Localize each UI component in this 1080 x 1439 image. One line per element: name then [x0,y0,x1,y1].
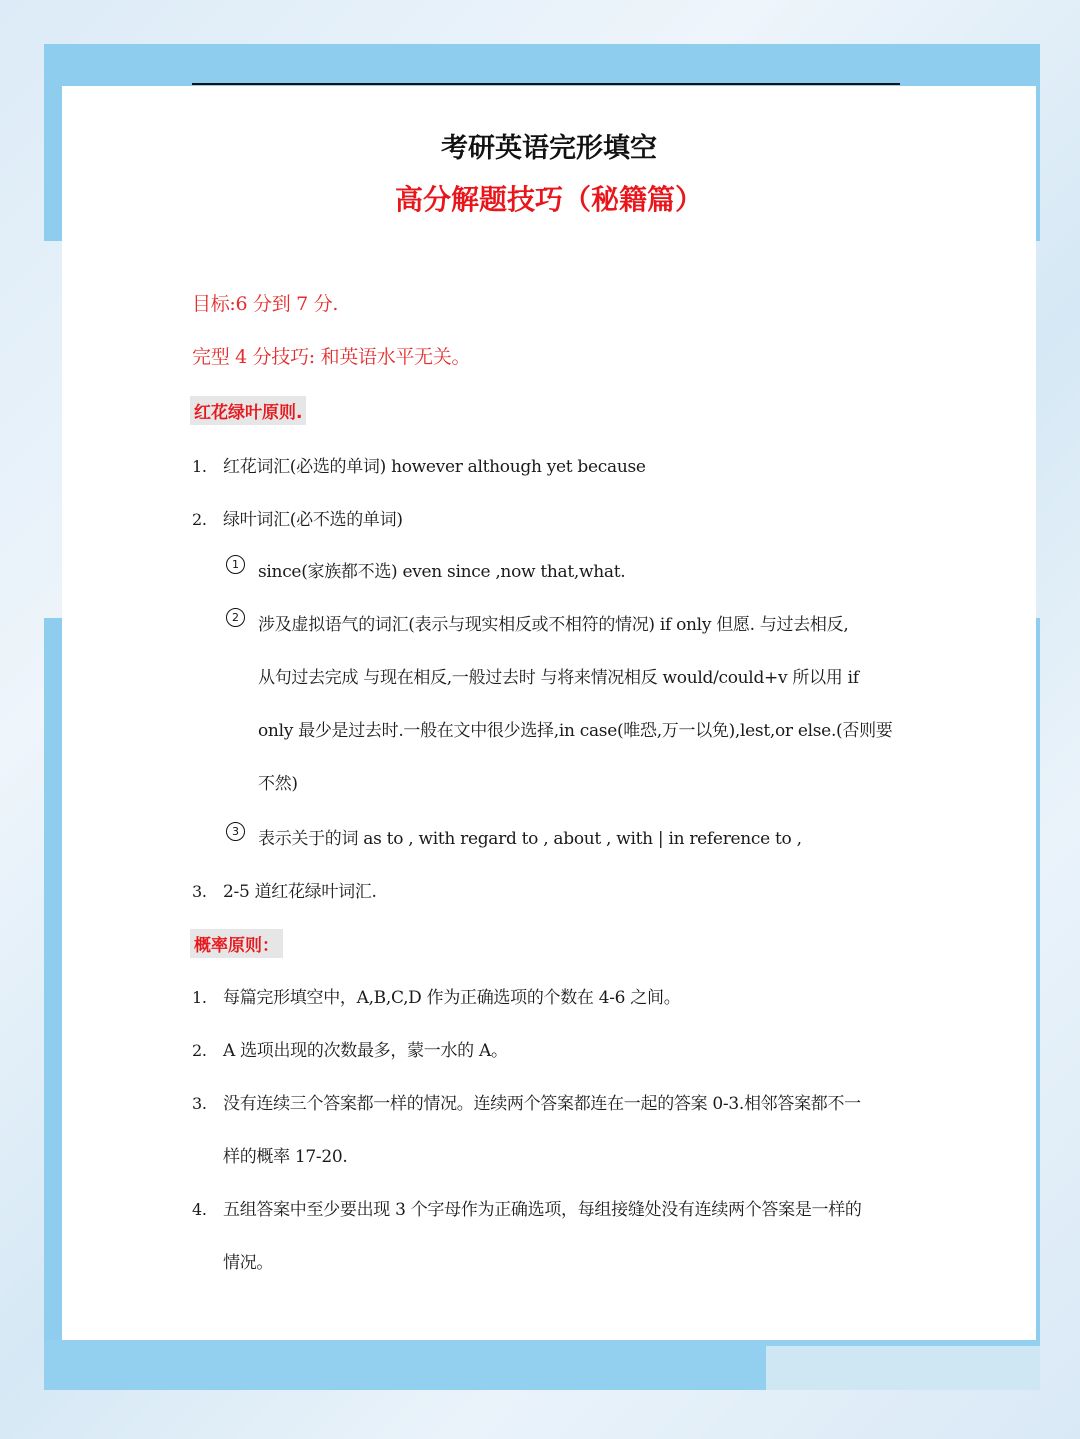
circled-number-icon: 1 [226,555,245,574]
circled-number-icon: 2 [226,608,245,627]
list-number: 2. [192,1041,207,1060]
list-item [192,1036,508,1061]
list-number: 1. [192,988,207,1007]
top-rule [192,83,900,85]
circled-number-icon: 3 [226,822,245,841]
sub-item-text: since(家族都不选) even since ,now that,what. [258,562,626,582]
section-heading-red-flower: 红花绿叶原则. [190,396,306,425]
sub-item-text: 涉及虚拟语气的词汇(表示与现实相反或不相符的情况) if only 但愿. 与过去相反, [258,615,849,635]
frame-bottom-highlight [766,1346,1040,1390]
list-item [192,877,377,902]
list-number: 1. [192,457,207,476]
frame-left-lower [44,618,62,1390]
list-item [192,983,680,1008]
list-item-text: 情况。 [223,1253,274,1273]
list-item-text: A 选项出现的次数最多，蒙一水的 A。 [223,1041,508,1061]
document-page [62,86,1036,1340]
list-item-text: 五组答案中至少要出现 3 个字母作为正确选项，每组接缝处没有连续两个答案是一样的 [223,1200,862,1220]
document-subtitle: 高分解题技巧（秘籍篇） [394,183,703,216]
list-number: 2. [192,510,207,529]
goal-text: 目标:6 分到 7 分. [192,293,339,315]
frame-top [44,44,1040,86]
list-item-text: 红花词汇(必选的单词) however although yet because [223,457,646,477]
tip-text: 完型 4 分技巧: 和英语水平无关。 [192,346,471,368]
list-number: 3. [192,1094,207,1113]
sub-item-text: 不然) [258,774,298,794]
list-item-text: 每篇完形填空中，A,B,C,D 作为正确选项的个数在 4-6 之间。 [223,988,681,1008]
sub-item-text: 从句过去完成 与现在相反,一般过去时 与将来情况相反 would/could+v 所以用 if [258,668,859,688]
list-item-text: 绿叶词汇(必不选的单词) [223,510,403,530]
list-item-text: 没有连续三个答案都一样的情况。连续两个答案都连在一起的答案 0-3.相邻答案都不一 [223,1094,861,1114]
list-item [192,1089,861,1114]
document-title: 考研英语完形填空 [441,133,657,164]
list-item [192,1195,862,1220]
list-item [192,452,646,477]
list-item [192,505,403,530]
sub-item-text: 表示关于的词 as to , with regard to , about , with | in reference to , [258,829,802,849]
sub-item-text: only 最少是过去时.一般在文中很少选择,in case(唯恐,万一以免),lest,or else.(否则要 [258,721,893,741]
list-number: 3. [192,882,207,901]
list-item-text: 2-5 道红花绿叶词汇. [223,882,377,902]
list-number: 4. [192,1200,207,1219]
list-item-text: 样的概率 17-20. [223,1147,348,1167]
section-heading-probability: 概率原则： [190,929,283,958]
frame-left [44,44,62,241]
